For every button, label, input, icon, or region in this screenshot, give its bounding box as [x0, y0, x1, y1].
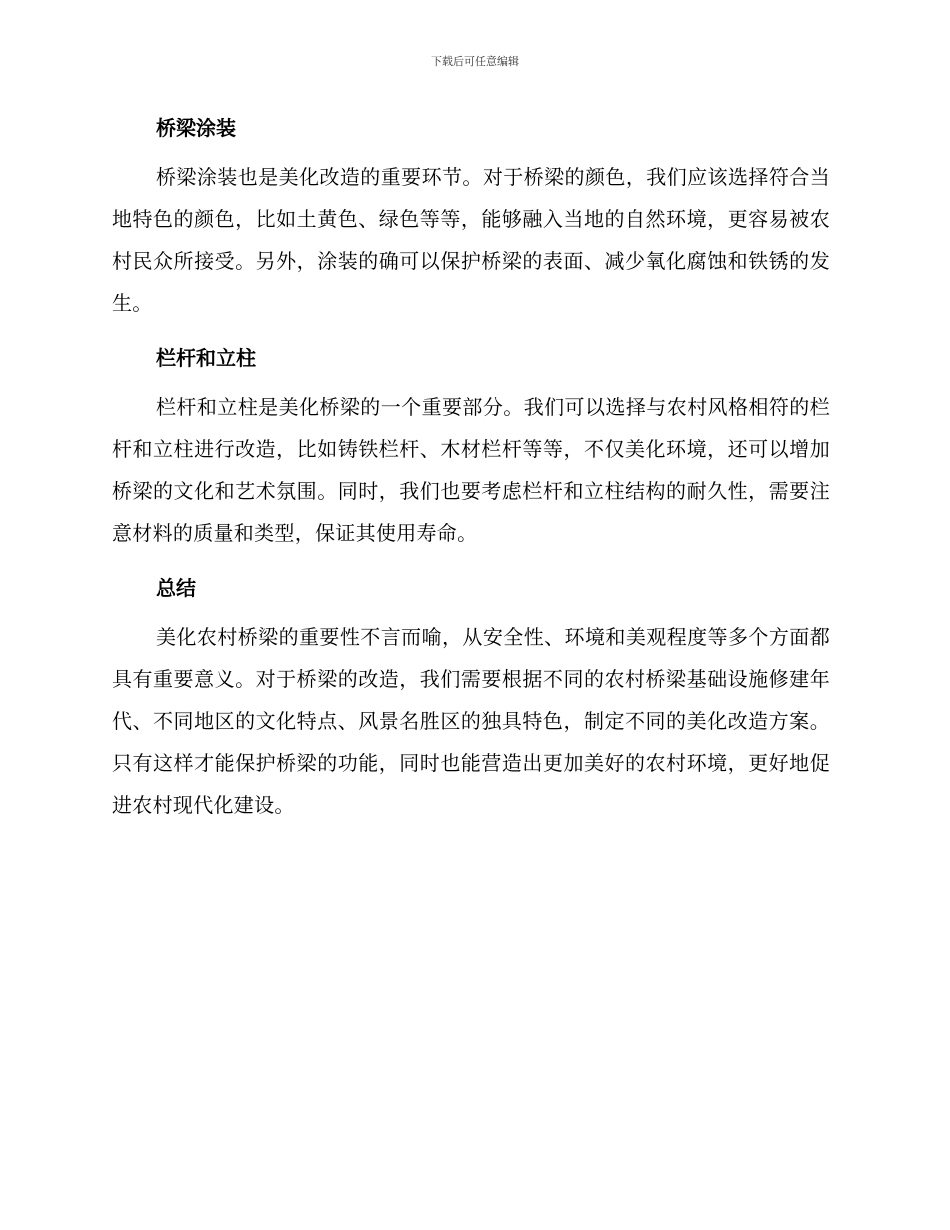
section-heading: 桥梁涂装	[156, 116, 236, 140]
section-paragraph: 栏杆和立柱是美化桥梁的一个重要部分。我们可以选择与农村风格相符的栏杆和立柱进行改造，比如铸铁栏杆、木材栏杆等等，不仅美化环境，还可以增加桥梁的文化和艺术氛围。同时，我们也要考虑栏杆和立柱结构的耐久性，需要注意材料的质量和类型，保证其使用寿命。	[112, 395, 830, 545]
section-bridge-painting	[112, 108, 830, 324]
section-railings-and-columns	[112, 338, 830, 554]
section-paragraph: 桥梁涂装也是美化改造的重要环节。对于桥梁的颜色，我们应该选择符合当地特色的颜色，比如土黄色、绿色等等，能够融入当地的自然环境，更容易被农村民众所接受。另外，涂装的确可以保护桥梁的表面、减少氧化腐蚀和铁锈的发生。	[112, 165, 830, 315]
document-body	[112, 108, 830, 840]
section-heading: 总结	[156, 576, 196, 600]
section-heading: 栏杆和立柱	[156, 346, 256, 370]
section-paragraph: 美化农村桥梁的重要性不言而喻，从安全性、环境和美观程度等多个方面都具有重要意义。对于桥梁的改造，我们需要根据不同的农村桥梁基础设施修建年代、不同地区的文化特点、风景名胜区的独具特色，制定不同的美化改造方案。只有这样才能保护桥梁的功能，同时也能营造出更加美好的农村环境，更好地促进农村现代化建设。	[112, 625, 830, 817]
page-header: 下载后可任意编辑	[431, 55, 519, 68]
section-summary	[112, 568, 830, 826]
